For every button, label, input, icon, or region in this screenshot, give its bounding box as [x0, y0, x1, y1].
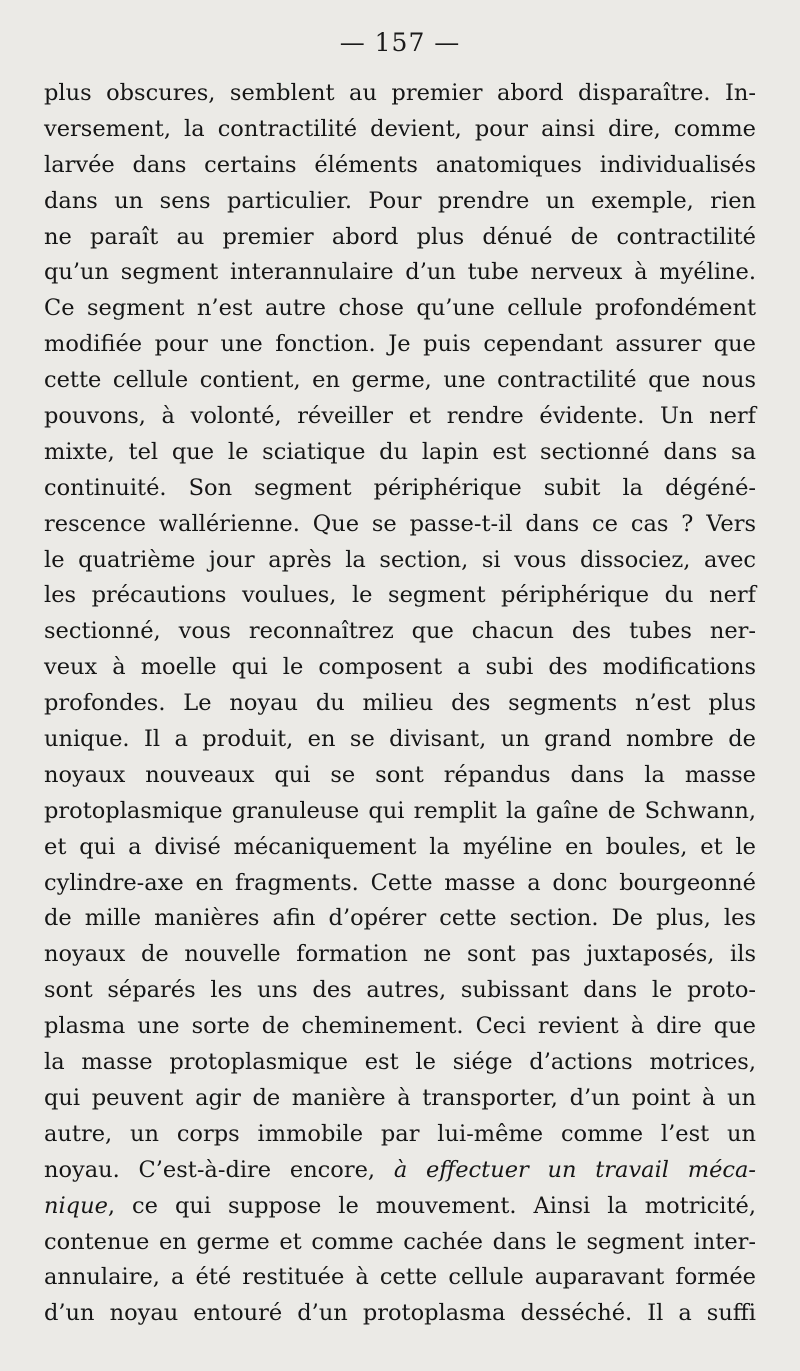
text-line: noyaux nouveaux qui se sont répandus dans la masse	[44, 761, 756, 788]
text-line: autre, un corps immobile par lui-même comme l’est un	[44, 1120, 756, 1147]
line-text: noyau. C’est-à-dire encore,	[44, 1156, 394, 1183]
text-line: annulaire, a été restituée à cette cellule auparavant formée	[44, 1264, 756, 1291]
text-line: plasma une sorte de cheminement. Ceci revient à dire que	[44, 1013, 756, 1040]
text-line: cylindre-axe en fragments. Cette masse a donc bourgeonné	[44, 869, 756, 896]
text-line: d’un noyau entouré d’un protoplasma desséché. Il a suffi	[44, 1300, 756, 1327]
text-line: de mille manières afin d’opérer cette section. De plus, les	[44, 905, 756, 932]
text-line: cette cellule contient, en germe, une contractilité que nous	[44, 367, 756, 394]
text-line: ne paraît au premier abord plus dénué de contractilité	[44, 223, 756, 250]
text-line: modifiée pour une fonction. Je puis cependant assurer que	[44, 331, 756, 358]
page-number: — 157 —	[339, 28, 461, 57]
text-line: et qui a divisé mécaniquement la myéline en boules, et le	[44, 833, 756, 860]
text-line: protoplasmique granuleuse qui remplit la gaîne de Schwann,	[44, 797, 756, 824]
text-line	[44, 1153, 756, 1189]
italic-phrase: nique	[44, 1192, 108, 1219]
text-line: contenue en germe et comme cachée dans le segment inter-	[44, 1228, 756, 1255]
line-text: , ce qui suppose le mouvement. Ainsi la motricité,	[107, 1192, 756, 1219]
text-line: pouvons, à volonté, réveiller et rendre évidente. Un nerf	[44, 403, 756, 430]
text-line: dans un sens particulier. Pour prendre un exemple, rien	[44, 187, 756, 214]
text-line: Ce segment n’est autre chose qu’une cellule profondément	[44, 295, 756, 322]
text-line: rescence wallérienne. Que se passe-t-il dans ce cas ? Vers	[44, 510, 756, 537]
text-line: qu’un segment interannulaire d’un tube nerveux à myéline.	[44, 259, 756, 286]
text-line: mixte, tel que le sciatique du lapin est sectionné dans sa	[44, 438, 756, 465]
text-line	[44, 1189, 756, 1225]
text-line: plus obscures, semblent au premier abord disparaître. In-	[44, 80, 756, 106]
text-line: unique. Il a produit, en se divisant, un grand nombre de	[44, 726, 756, 753]
text-line: continuité. Son segment périphérique subit la dégéné-	[44, 474, 756, 501]
text-line: les précautions voulues, le segment périphérique du nerf	[44, 582, 756, 609]
text-line: larvée dans certains éléments anatomiques individualisés	[44, 151, 756, 178]
text-line: profondes. Le noyau du milieu des segments n’est plus	[44, 690, 756, 717]
text-line: sont séparés les uns des autres, subissant dans le proto-	[44, 977, 756, 1004]
text-line: versement, la contractilité devient, pour ainsi dire, comme	[44, 115, 756, 142]
text-line: noyaux de nouvelle formation ne sont pas juxtaposés, ils	[44, 941, 756, 968]
text-line: qui peuvent agir de manière à transporter, d’un point à un	[44, 1084, 756, 1111]
text-line: la masse protoplasmique est le siége d’actions motrices,	[44, 1049, 756, 1076]
body-text	[44, 76, 756, 1332]
text-line: le quatrième jour après la section, si vous dissociez, avec	[44, 546, 756, 573]
text-line: veux à moelle qui le composent a subi des modifications	[44, 654, 756, 681]
text-line: sectionné, vous reconnaîtrez que chacun des tubes ner-	[44, 618, 756, 645]
italic-phrase: à effectuer un travail méca-	[393, 1156, 757, 1183]
